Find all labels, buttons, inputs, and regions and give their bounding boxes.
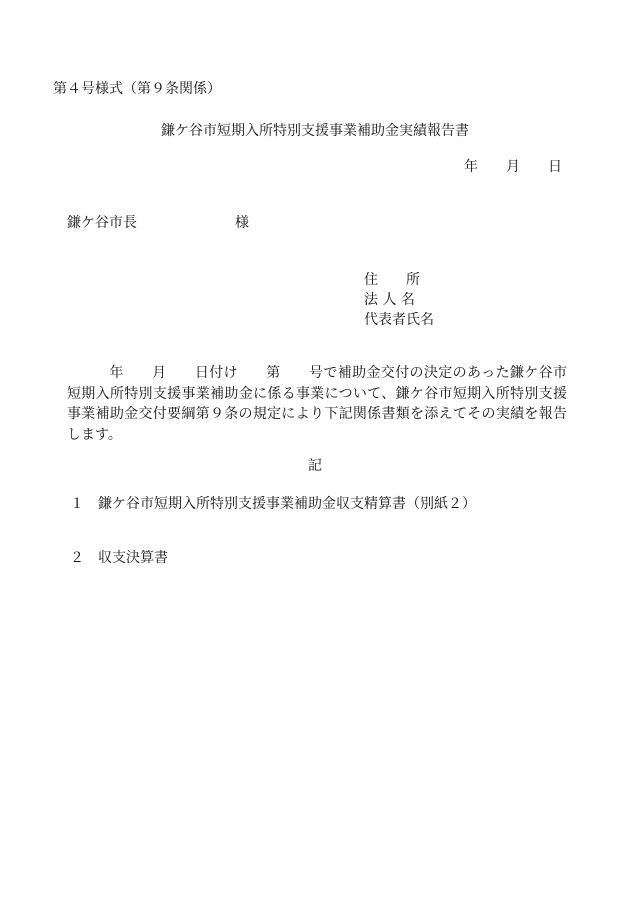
list-item [70,551,168,565]
body-date-suffix: 日付け [194,365,238,381]
date-day: 日 [548,159,562,175]
ki-heading: 記 [308,458,322,474]
form-number: 第４号様式（第９条関係） [53,81,221,97]
date-line [464,160,562,174]
representative-label: 代表者氏名 [364,312,434,328]
address-label: 住 所 [364,272,420,288]
addressee [67,216,249,230]
corp-name-label: 法 人 名 [364,292,415,308]
list-item [70,497,476,511]
body-text: 号で補助金交付の決定のあった鎌ケ谷市短期入所特別支援事業補助金に係る事業について、鎌ケ谷市短期入所特別支援事業補助金交付要綱第９条の規定により下記関係書類を添えてその実績を報告します。 [67,365,568,443]
body-dai: 第 [265,365,281,381]
body-paragraph [67,363,567,445]
item-label: 鎌ケ谷市短期入所特別支援事業補助金収支精算書（別紙２） [98,496,476,512]
date-year: 年 [464,159,478,175]
item-label: 収支決算書 [98,550,168,566]
date-month: 月 [506,159,520,175]
body-year: 年 [109,365,124,381]
item-number: １ [70,496,84,512]
item-number: ２ [70,550,84,566]
document-title: 鎌ケ谷市短期入所特別支援事業補助金実績報告書 [161,123,469,139]
applicant-block [364,270,434,330]
addressee-name: 鎌ケ谷市長 [67,215,137,231]
body-month: 月 [151,365,167,381]
addressee-honorific: 様 [235,215,249,231]
